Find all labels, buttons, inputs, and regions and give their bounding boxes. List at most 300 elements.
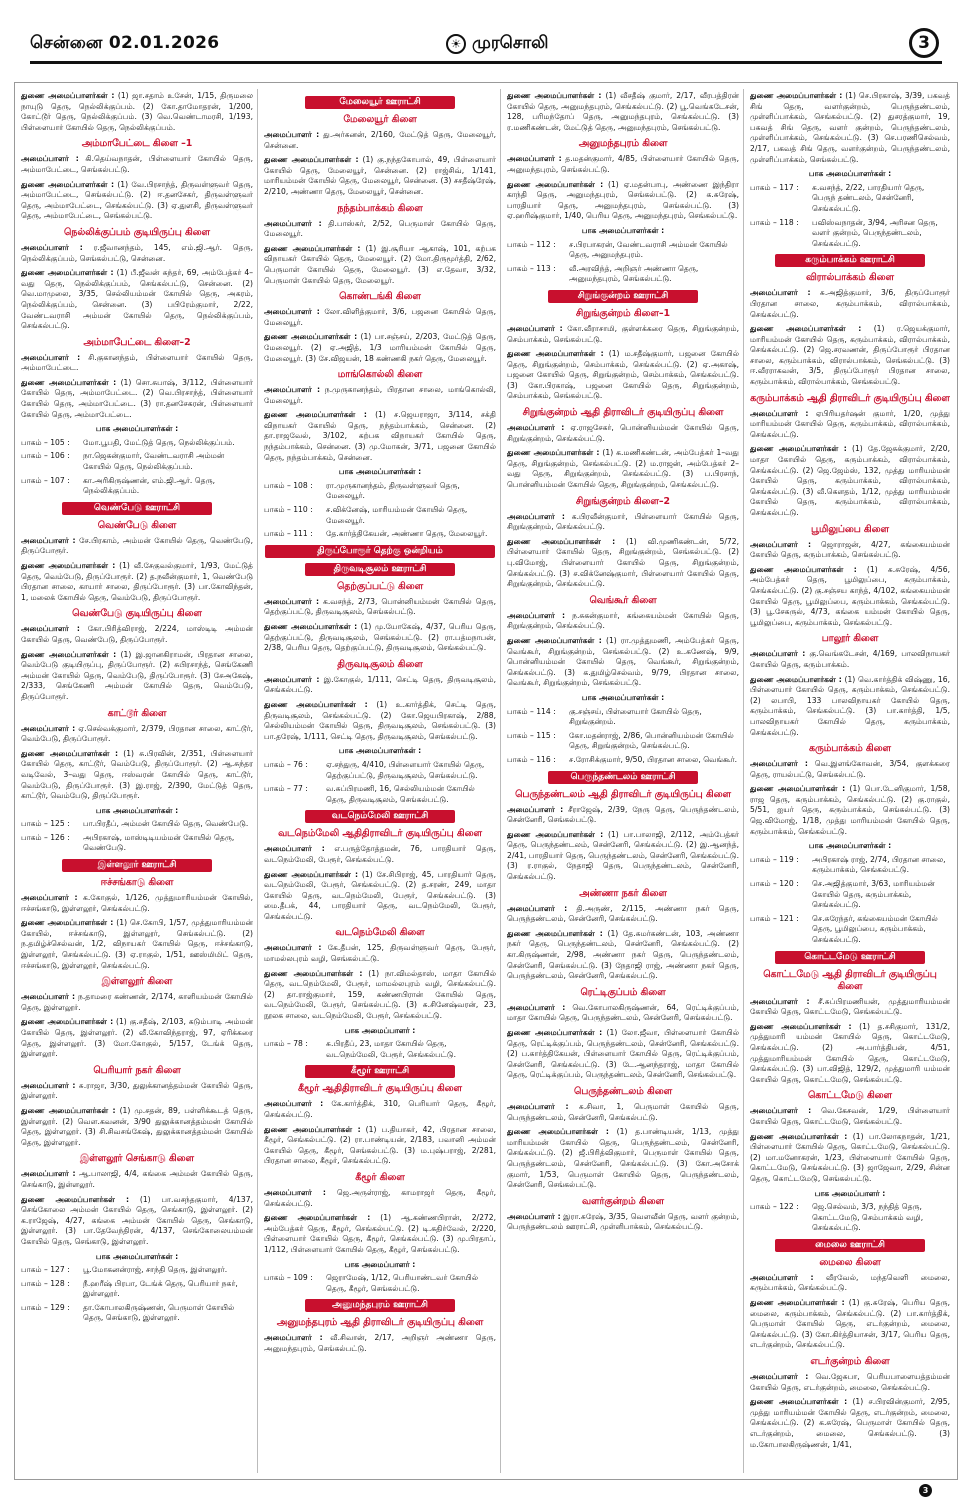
member-entry	[507, 324, 739, 345]
booth-number: பாகம் – 106 :	[21, 451, 70, 461]
booth-number: பாகம் – 121 :	[750, 913, 799, 923]
booth-heading: பாக அமைப்பாளர் :	[344, 1025, 416, 1035]
panchayat-banner: கரும்பாக்கம் ஊராட்சி	[775, 254, 925, 267]
booth-details: கோ.மதன்ராஜ், 2/86, பொன்னியம்மன் கோயில் தெரு, சிறுங்குன்றம், செங்கல்பட்டு.	[569, 730, 734, 751]
role-label: துணை அமைப்பாளர்கள் :	[507, 179, 604, 189]
booth-number: பாகம் – 127 :	[21, 1265, 70, 1275]
branch-title: வடநெம்மேலி கிளை	[335, 927, 425, 939]
booth-row	[507, 731, 739, 752]
member-entry	[507, 91, 739, 133]
role-label: துணை அமைப்பாளர்கள் :	[21, 268, 114, 278]
role-label: அமைப்பாளர் :	[21, 1080, 76, 1090]
booth-details: ஜெராமேஷ், 1/12, பெரியாண்டவர் கோயில் தெரு, கீழூர், செங்கல்பட்டு.	[326, 1273, 479, 1293]
role-label: துணை அமைப்பாளர்கள் :	[21, 91, 115, 100]
branch-title: வடநெம்மேலி ஆதிதிராவிடர் குடியிருப்பு கிளை	[278, 828, 482, 840]
role-label: அமைப்பாளர் :	[264, 844, 325, 854]
role-label: அமைப்பாளர் :	[750, 649, 806, 659]
role-label: அமைப்பாளர் :	[264, 1187, 326, 1197]
member-entry	[507, 448, 739, 490]
member-details: (1) ஆ.கண்ணபிரான், 2/272, அம்பேத்கர் தெரு, கீழூர், செங்கல்பட்டு. (2) டி.கதிர்வேல், 2/220, பிள்ளையார் கோயில் தெரு, கீழூர், செங்கல்பட்டு. (3) மு.பிரதாப், 1/112, பிள்ளையார் கோயில் தெரு, கீழூர், செங்கல்பட்டு.	[264, 1213, 496, 1254]
booth-number: பாகம் – 111 :	[264, 529, 313, 539]
panchayat-banner: மேலையூர் ஊராட்சி	[305, 96, 455, 109]
role-label: அமைப்பாளர் :	[21, 723, 76, 733]
role-label: துணை அமைப்பாளர்கள் :	[507, 1028, 603, 1037]
booth-row	[21, 1279, 253, 1300]
panchayat-banner: வெண்பேடு ஊராட்சி	[62, 502, 212, 515]
member-details: (1) மு.யோகேஷ், 4/37, பெரிய தெரு, தெற்குப்பட்டு, திருவடிசூலம், செங்கல்பட்டு. (2) ரா.பத்மநாபன், 2/38, பெரிய தெரு, தெற்குப்பட்டு, திருவடிசூலம், செங்கல்பட்டு.	[264, 622, 496, 653]
panchayat-banner: வடநெம்மேலி ஊராட்சி	[305, 810, 455, 823]
booth-details: அபிரகாஷ், மாஸ்டிடியம்மன் கோயில் தெரு, வெண்பேடு.	[83, 832, 235, 853]
member-entry	[21, 243, 253, 264]
column-3	[507, 91, 739, 1471]
member-details: வெ.கோபாலகிருஷ்ணன், 64, ரெட்டிக்குப்பம், மாதா கோயில் தெரு, பெருந்தண்டலம், சென்னேரி, செங்கல்பட்டு.	[507, 1002, 739, 1023]
member-entry	[264, 307, 496, 328]
member-entry	[507, 1003, 739, 1024]
booth-number: பாகம் – 120 :	[750, 879, 799, 889]
member-entry	[21, 353, 253, 374]
member-details: (1) த.சசிகுமார், 131/2, முத்துமாரி யம்மன் கோயில் தெரு, கொட்டமேடு, செங்கல்பட்டு. (2) அ.பார்த்திபன், 4/51, முத்துமாரியம்மன் கோயில் தெரு, கொட்டமேடு, செங்கல்பட்டு. (3) பா.விஜித், 129/2, முத்துமாரி யம்மன் கோயில் தெரு, கொட்டமேடு, செங்கல்பட்டு.	[750, 1021, 950, 1084]
member-details: து.அர்சுனன், 2/160, மேட்டுத் தெரு, மேலையூர், சென்னை.	[264, 130, 496, 150]
member-entry	[507, 636, 739, 689]
member-details: (1) பொ.டேனிகுமார், 1/58, ராஜ தெரு, கரும்பாக்கம், செங்கல்பட்டு. (2) கு.ராகுல், 5/51, ஐயர் தெரு, கரும்பாக்கம், செங்கல்பட்டு. (3) ஜெ.விமோஜ், 1/18, முத்து மாரியம்மன் கோயில் தெரு, கரும்பாக்கம், செங்கல்பட்டு.	[750, 784, 950, 836]
member-entry	[507, 830, 739, 883]
booth-row	[264, 1039, 496, 1060]
role-label: துணை அமைப்பாளர்கள் :	[507, 635, 602, 645]
member-entry	[507, 1102, 739, 1123]
member-entry	[21, 749, 253, 802]
member-entry	[21, 536, 253, 557]
member-entry	[21, 91, 253, 133]
booth-row	[507, 264, 739, 285]
member-details: கோ.பிரித்விராஜ், 2/224, மாஸ்டிடி அம்மன் கோயில் தெரு, வெண்பேடு, திருப்போரூர்.	[21, 624, 253, 644]
branch-title: வெங்கூர் கிளை	[589, 594, 657, 606]
member-entry	[750, 1397, 950, 1450]
branch-title: நெல்லிக்குப்பம் குடியிருப்பு கிளை	[64, 226, 210, 238]
role-label: அமைப்பாளர் :	[21, 992, 76, 1002]
booth-heading: பாக அமைப்பாளர்கள் :	[338, 746, 422, 756]
booth-row	[264, 784, 496, 805]
member-entry	[21, 724, 253, 745]
role-label: துணை அமைப்பாளர்கள் :	[750, 1131, 848, 1141]
member-entry	[750, 649, 950, 670]
booth-number: பாகம் – 105 :	[21, 437, 70, 447]
role-label: அமைப்பாளர் :	[507, 804, 564, 814]
member-entry	[750, 675, 950, 739]
member-details: ஆ.பாலாஜி, 4/4, கங்கை அம்மன் கோயில் தெரு, செங்காடு, இள்ளலூர்.	[21, 1169, 253, 1189]
member-details: (1) த.பாண்டியன், 1/13, முத்து மாரியம்மன் கோயில் தெரு, பெருந்தண்டலம், சென்னேரி, செங்கல்பட்டு. (2) ஜீ.பிரித்விகுமார், பெருமாள் கோயில் தெரு, பெருந்தண்டலம், சென்னேரி, செங்கல்பட்டு. (3) கோ.அசோக் குமார், 1/53, பெருமாள் கோயில் தெரு, பெருந்தண்டலம், சென்னேரி, செங்கல்பட்டு.	[507, 1127, 739, 1190]
member-details: ஏபிரியதர்ஷன் குமார், 1/20, முத்து மாரியம்மன் கோயில் தெரு, கரும்பாக்கம், விரால்பாக்கம், செங்கல்பட்டு.	[750, 408, 950, 439]
role-label: அமைப்பாளர் :	[264, 218, 322, 228]
booth-details: தே.கார்த்திகேயன், அண்ணா தெரு, மேலையூர்.	[326, 529, 488, 539]
sun-logo-icon: ☀	[446, 34, 466, 54]
panchayat-banner: மைலை ஊராட்சி	[775, 1239, 925, 1252]
member-details: கே.கார்த்திக், 310, பெரியார் தெரு, கீழூர், செங்கல்பட்டு.	[264, 1099, 496, 1119]
branch-title: அம்மாபேட்டை கிளை –1	[81, 138, 193, 150]
member-details: (1) சொ.சுபாஷ், 3/112, பிள்ளையார் கோயில் தெரு, அம்மாபேட்டை. (2) வெ.பிரசாந்த், பிள்ளையார் கோயில் தெரு, அம்மாபேட்டை. (3) ரா.தனசேகரன், பிள்ளையார் கோயில் தெரு, அம்மாபேட்டை.	[21, 377, 253, 419]
booth-details: வீ.அரவிந்த், அறிஞர் அண்ணா தெரு, அனுமந்தபுரம், செங்கல்பட்டு.	[569, 263, 699, 284]
role-label: துணை அமைப்பாளர்கள் :	[750, 784, 846, 794]
booth-number: பாகம் – 110 :	[264, 505, 313, 515]
member-entry	[264, 675, 496, 696]
member-details: (1) இ.ஜானகிராமன், பிரதான சாலை, வெம்பேடு குடியிருப்பு, திருப்போரூர். (2) சுபிரசாந்த், செங்கேணி அம்மன் கோயில் தெரு, வெம்பேடு, திருப்போரூர். (3) சேஅகேஷ், 2/333, செங்கேணி அம்மன் கோயில் தெரு, வெம்பேடு, திருப்போரூர்.	[21, 649, 253, 701]
member-details: கு.வெங்கடேசன், 4/169, பாலவிநாயகர் கோயில் தெரு, கரும்பாக்கம்.	[750, 649, 950, 669]
column-divider	[257, 89, 258, 1473]
branch-title: அண்ணா நகர் கிளை	[579, 887, 667, 899]
member-details: (1) ச.பிரவின்குமார், 2/95, முத்து மாரியம்மன் கோயில் தெரு, எடர்குன்றம், மைலை, செங்கல்பட்டு. (2) க.சுரேஷ், பெருமாள் கோயில் தெரு, எடர்குன்றம், மைலை, செங்கல்பட்டு. (3) ம.கோபாலகிருஷ்ணன், 1/41,	[750, 1397, 950, 1449]
branch-title: வளர்குன்றம் கிளை	[582, 1195, 664, 1207]
content-frame	[14, 82, 958, 1480]
branch-title: இள்ளலூர் செங்காடு கிளை	[80, 1153, 194, 1165]
role-label: துணை அமைப்பாளர்கள் :	[750, 91, 843, 100]
role-label: துணை அமைப்பாளர்கள் :	[750, 564, 857, 574]
booth-row	[750, 183, 950, 215]
member-details: ந.சுகன்குமார், கங்கையம்மன் கோயில் தெரு, சிறுங்குன்றம், செங்கல்பட்டு.	[507, 610, 739, 631]
booth-heading: பாக அமைப்பாளர் :	[814, 1188, 886, 1198]
role-label: துணை அமைப்பாளர்கள் :	[750, 1021, 852, 1031]
branch-title: சிறுங்குன்றம் கிளை–2	[575, 495, 671, 507]
member-details: ர.ஜீவானந்தம், 145, எம்.ஜி.ஆர். தெரு, நெல்லிக்குப்பம், செங்கல்பட்டு, சென்னை.	[21, 242, 253, 263]
member-details: (1) ரா.முத்துமணி, அம்பேத்கர் தெரு, வெங்கூர், சிறுங்குன்றம், செங்கல்பட்டு. (2) உ.கணேஷ், 9/9, பொன்னியம்மன் கோயில் தெரு, வெங்கூர், சிறுங்குன்றம், செங்கல்பட்டு. (3) க.துமிழ்செல்வம், 9/79, பிரதான சாலை, வெங்கூர், சிறுங்குன்றம், செங்கல்பட்டு.	[507, 635, 739, 688]
booth-row	[264, 529, 496, 540]
member-details: இ.கோகுல், 1/111, செட்டி தெரு, திருவடிசூலம், செங்கல்பட்டு.	[264, 674, 496, 695]
role-label: துணை அமைப்பாளர்கள் :	[507, 829, 604, 839]
role-label: அமைப்பாளர் :	[264, 385, 320, 395]
member-entry	[21, 624, 253, 645]
role-label: துணை அமைப்பாளர்கள் :	[750, 444, 847, 454]
booth-details: சு.பிரதீப், 23, மாதா கோயில் தெரு, வடநெம்மேலி, பேரூர், செங்கல்பட்டு.	[326, 1039, 457, 1059]
member-entry	[21, 561, 253, 603]
booth-details: தா.கோபாலகிருஷ்ணன், பெருமாள் கோயில் தெரு, செங்காடு, இள்ளலூர்.	[83, 1302, 235, 1323]
booth-row	[750, 914, 950, 946]
booth-details: மோ.பூபதி, மேட்டுத் தெரு, நெல்லிக்குப்பம்.	[83, 437, 235, 447]
branch-title: வெண்பேடு குடியிருப்பு கிளை	[72, 608, 202, 620]
booth-number: பாகம் – 125 :	[21, 819, 70, 829]
role-label: அமைப்பாளர் :	[507, 610, 566, 620]
panchayat-banner: கொட்டமேடு ஊராட்சி	[775, 951, 925, 964]
booth-details: செ.அஜித்குமார், 3/63, மாரியம்மன் கோயில் தெரு, கரும்பாக்கம், செங்கல்பட்டு.	[812, 879, 935, 910]
booth-row	[507, 240, 739, 261]
branch-title: பெருந்தண்டலம் கிளை	[573, 1085, 673, 1097]
branch-title: திருவடிசூலம் கிளை	[337, 658, 423, 670]
booth-heading: பாக அமைப்பாளர்கள் :	[581, 225, 665, 235]
member-details: (1) வீ.சேகுவல்குமார், 1/93, மேட்டுத் தெரு, வெம்பேடு, திருப்போரூர். (2) த.நவீன்குமார், 1, வெண்பேடு பிரதான சாலை, காயார் சாலை, திருப்போரூர். (3) பா.கோவிந்தன், 1, மலைக் கோயில் தெரு, வெம்பேடு, திருப்போரூர்.	[21, 561, 253, 602]
member-details: (1) கு.நந்தகோபால், 49, பிள்ளையார் கோயில் தெரு, மேலையூர், சென்னை. (2) ராஜ்சிவ், 1/141, மாரியம்மன் கோயில் தெரு, மேலையூர், சென்னை. (3) சசதீஷ்ரேஷ், 2/210, அண்ணா தெரு, மேலையூர், சென்னை.	[264, 155, 496, 196]
member-details: ஏ.செல்வக்குமார், 2/379, பிரதான சாலை, காட்டூர், வெம்பேடு, திருப்போரூர்.	[21, 723, 253, 744]
role-label: துணை அமைப்பாளர்கள் :	[264, 332, 358, 342]
member-entry	[21, 268, 253, 332]
member-details: எ.பருத்தோத்தமன், 76, பாரதியார் தெரு, வடநெம்மேலி, பேரூர், செங்கல்பட்டு.	[264, 844, 496, 864]
booth-heading: பாக அமைப்பாளர்கள் :	[95, 424, 179, 434]
member-details: சு.ராஜா, 3/30, துலுக்கானத்தம்மன் கோயில் தெரு, இள்ளலூர்.	[21, 1080, 253, 1101]
member-entry	[507, 805, 739, 826]
column-4	[750, 91, 950, 1471]
booth-number: பாகம் – 122 :	[750, 1202, 799, 1212]
panchayat-banner: அனுமந்தபுரம் ஊராட்சி	[305, 1299, 455, 1312]
role-label: அமைப்பாளர் :	[264, 943, 322, 953]
role-label: அமைப்பாளர் :	[264, 307, 320, 317]
booth-row	[21, 1303, 253, 1324]
branch-title: விரால்பாக்கம் கிளை	[806, 272, 894, 284]
booth-row	[264, 481, 496, 502]
member-details: சீ.சுப்பிரமணியன், முத்துமாரியம்மன் கோயில் தெரு, கொட்டமேடு, செங்கல்பட்டு.	[750, 996, 950, 1017]
role-label: துணை அமைப்பாளர்கள் :	[264, 155, 359, 165]
role-label: துணை அமைப்பாளர்கள் :	[264, 1213, 371, 1223]
member-details: (1) செ.பிரகாஷ், 3/39, பகவத் சிங் தெரு, வளர்குன்றம், பெருந்தண்டலம், முள்ளிப்பாக்கம், செங்கல்பட்டு. (2) துசரத்குமார், 19, பகவத் சிங் தெரு, வளர் குன்றம், பெருந்தண்டலம், முள்ளிப்பாக்கம், செங்கல்பட்டு. (3) செ.பரணிசெல்வம், 2/17, பகவத் சிங் தெரு, வளர்குன்றம், பெருந்தண்டலம், முள்ளிப்பாக்கம், செங்கல்பட்டு.	[750, 91, 950, 164]
member-entry	[21, 1106, 253, 1148]
role-label: துணை அமைப்பாளர்கள் :	[21, 1105, 116, 1115]
member-entry	[264, 844, 496, 865]
member-entry	[264, 969, 496, 1022]
member-entry	[21, 918, 253, 971]
role-label: அமைப்பாளர் :	[507, 323, 563, 333]
member-entry	[507, 349, 739, 402]
role-label: துணை அமைப்பாளர்கள் :	[21, 748, 118, 758]
role-label: துணை அமைப்பாளர்கள் :	[264, 699, 368, 709]
booth-number: பாகம் – 78 :	[264, 1039, 308, 1049]
booth-row	[21, 1265, 253, 1276]
member-details: (1) ப.தியாகர், 42, பிரதான சாலை, கீழூர், செங்கல்பட்டு. (2) ரா.பாண்டியன், 2/183, பவானி அம்மன் கோயில் தெரு, கீழூர், செங்கல்பட்டு. (3) ம.புஷ்பராஜ், 2/281, பிரதான சாலை, கீழூர், செங்கல்பட்டு.	[264, 1124, 496, 1166]
member-details: (1) ஏ.மதன்பாபு, அண்ணை இந்திரா காந்தி தெரு, அனுமந்தபுரம், செங்கல்பட்டு. (2) க.சுரேஷ், பாரதியார் தெரு, அனுமந்தபுரம், செங்கல்பட்டு. (3) ஏ.ஹரிஷ்குமார், 1/40, பெரிய தெரு, அனுமந்தபுரம், செங்கல்பட்டு.	[507, 179, 739, 221]
member-details: (1) பா.வசந்தகுமார், 4/137, செங்கோலை அம்மன் கோயில் தெரு, செங்காடு, இள்ளலூர். (2) க.ராஜேஷ், 4/27, கங்கை அம்மன் கோயில் தெரு, செங்காடு, இள்ளலூர். (3) பா.தேவேந்திரன், 4/137, செங்கோலையம்மன் கோயில் தெரு, செங்காடு, இள்ளலூர்.	[21, 1194, 253, 1246]
role-label: அமைப்பாளர் :	[750, 996, 810, 1006]
role-label: அமைப்பாளர் :	[264, 674, 320, 684]
member-entry	[264, 1188, 496, 1209]
member-details: ஜொராஜன், 4/27, கங்கையம்மன் கோயில் தெரு, கரும்பாக்கம், செங்கல்பட்டு.	[750, 539, 950, 560]
member-details: கோ.வீராசாமி, குள்ளக்கரை தெரு, சிறுங்குன்றம், செம்பாக்கம், செங்கல்பட்டு.	[507, 323, 739, 344]
page-number-badge: 3	[909, 28, 939, 58]
role-label: துணை அமைப்பாளர்கள் :	[507, 448, 600, 458]
role-label: அமைப்பாளர் :	[21, 535, 76, 545]
member-entry	[750, 759, 950, 780]
role-label: அமைப்பாளர் :	[264, 1333, 323, 1343]
member-entry	[750, 1298, 950, 1351]
role-label: துணை அமைப்பாளர்கள் :	[264, 243, 361, 253]
member-details: வெ.கேசவன், 1/29, பிள்ளையார் கோயில் தெரு, கொட்டமேடு, செங்கல்பட்டு.	[750, 1106, 950, 1126]
booth-row	[750, 855, 950, 876]
member-details: தி.அருண், 2/115, அண்ணா நகர் தெரு, பெருந்தண்டலம், சென்னேரி, செங்கல்பட்டு.	[507, 903, 739, 924]
member-entry	[264, 332, 496, 364]
booth-details: ரா.முருகானந்தம், திருவள்ளுவர் தெரு, மேலையூர்.	[326, 480, 460, 501]
member-entry	[750, 324, 950, 388]
role-label: அமைப்பாளர் :	[750, 759, 808, 769]
member-details: (1) பா.லோகநாதன், 1/21, பிள்ளையார் கோயில் தெரு, கொட்டமேடு, செங்கல்பட்டு. (2) மா.மனோகரன், 1/23, பிள்ளையார் கோயில் தெரு, கொட்டமேடு, செங்கல்பட்டு. (3) ஜாஜேவா, 2/29, சின்ன தெரு, கொட்டமேடு, செங்கல்பட்டு.	[750, 1131, 950, 1183]
member-details: லோ.விளித்குமார், 3/6, பஜனை கோயில் தெரு, மேலையூர்.	[264, 307, 496, 327]
panchayat-banner: பெருந்தண்டலம் ஊராட்சி	[548, 771, 698, 784]
role-label: துணை அமைப்பாளர்கள் :	[21, 1017, 114, 1027]
member-details: ந.முருகானந்தம், பிரதான சாலை, மாங்கொல்லி, மேலையூர்.	[264, 385, 496, 405]
member-details: (1) ர.ஜெயக்குமார், மாரியம்மன் கோயில் தெரு, கரும்பாக்கம், விரால்பாக்கம், செங்கல்பட்டு. (2) ஜெ.சரவணன், திருப்போரூர் பிரதான சாலை, கரும்பாக்கம், விரால்பாக்கம், செங்கல்பட்டு. (3) ஈ.வீரராகவன், 3/5, திருப்போரூர் பிரதான சாலை, கரும்பாக்கம், விரால்பாக்கம், செங்கல்பட்டு.	[750, 324, 950, 387]
booth-row	[750, 879, 950, 911]
member-details: (1) மு.சதன், 89, பள்ளிக்கூடத் தெரு, இள்ளலூர். (2) வெள.கவனன், 3/90 துலுக்கானத்தம்மன் கோயில் தெரு, இள்ளலூர். (3) சி.சிவசங்கேஷ், துலுக்கானத்தம்மன் கோயில் தெரு, இள்ளலூர்.	[21, 1105, 253, 1147]
branch-title: சிறுங்குன்றம் கிளை–1	[575, 307, 671, 319]
member-details: (1) நா.விமல்தாஸ், மாதா கோயில் தெரு, வடநெம்மேலி, பேரூர், மாமல்லபுரம் வழி, செங்கல்பட்டு. (2) தா.ராஜ்குமார், 159, கண்ணபிரான் கோயில் தெரு, வடநெம்மேலி, பேரூர், செங்கல்பட்டு. (3) சு.சினேஷ்வரன், 23, நூலக சாலை, வடநெம்மேலி, பேரூர், செங்கல்பட்டு.	[264, 968, 496, 1021]
member-entry	[264, 219, 496, 240]
member-entry	[750, 1106, 950, 1127]
member-entry	[507, 154, 739, 175]
role-label: அமைப்பாளர் :	[750, 288, 811, 298]
booth-number: பாகம் – 107 :	[21, 475, 70, 485]
member-entry	[750, 91, 950, 165]
role-label: துணை அமைப்பாளர்கள் :	[264, 1124, 361, 1134]
role-label: அமைப்பாளர் :	[21, 352, 81, 362]
branch-title: அம்மாபேட்டை கிளை–2	[83, 336, 191, 348]
role-label: அமைப்பாளர் :	[507, 423, 565, 433]
booth-row	[264, 1273, 496, 1294]
role-label: அமைப்பாளர் :	[507, 1101, 569, 1111]
role-label: அமைப்பாளர் :	[750, 1372, 809, 1382]
role-label: துணை அமைப்பாளர்கள் :	[264, 410, 367, 420]
member-details: கே.தீபன், 125, திருவள்ளுவர் தெரு, பேரூர், மாமல்லபுரம் வழி, செங்கல்பட்டு.	[264, 943, 496, 964]
member-entry	[21, 378, 253, 420]
member-entry	[264, 1125, 496, 1167]
member-entry	[264, 1333, 496, 1354]
branch-title: காட்டூர் கிளை	[107, 707, 167, 719]
role-label: துணை அமைப்பாளர்கள் :	[750, 324, 862, 334]
role-label: அமைப்பாளர் :	[264, 130, 320, 139]
booth-row	[21, 438, 253, 449]
booth-row	[507, 707, 739, 728]
branch-title: ஈச்சங்காடு கிளை	[100, 877, 174, 889]
role-label: துணை அமைப்பாளர்கள் :	[750, 1298, 845, 1308]
member-entry	[750, 784, 950, 837]
role-label: அமைப்பாளர் :	[507, 1002, 566, 1012]
role-label: துணை அமைப்பாளர்கள் :	[21, 179, 115, 189]
member-entry	[507, 423, 739, 444]
role-label: அமைப்பாளர் :	[750, 408, 809, 418]
member-entry	[750, 997, 950, 1018]
member-entry	[264, 1099, 496, 1120]
branch-title: மேலையூர் கிளை	[343, 114, 417, 125]
member-entry	[21, 893, 253, 914]
role-label: அமைப்பாளர் :	[21, 242, 83, 252]
member-details: (1) தே.ஜேசுக்குமார், 2/20, மாதா கோயில் தெரு, கரும்பாக்கம், விரால்பாக்கம், செங்கல்பட்டு. (2) ஜெ.ஜேம்ஸ், 132, முத்து மாரியம்மன் கோயில் தெரு, கரும்பாக்கம், விரால்பாக்கம், செங்கல்பட்டு. (3) வீ.கௌதம், 1/12, முத்து மாரியம்மன் கோயில் தெரு, கரும்பாக்கம், விரால்பாக்கம், செங்கல்பட்டு.	[750, 444, 950, 517]
booth-details: ஜெ.செல்வம், 3/3, நந்தித் தெரு, கொட்டமேடு, செம்பாக்கம் வழி, செங்கல்பட்டு.	[812, 1202, 924, 1233]
member-entry	[264, 385, 496, 406]
panchayat-banner: திருவடிசூலம் ஊராட்சி	[305, 563, 455, 576]
branch-title: ரெட்டிகுப்பம் கிளை	[580, 986, 666, 998]
branch-title: தெற்குப்பட்டு கிளை	[336, 580, 424, 592]
member-details: வெ.இளங்கோவன், 3/54, குளக்கரை தெரு, ராயல்பட்டு, செங்கல்பட்டு.	[750, 759, 950, 779]
branch-title: பெரியார் நகர் கிளை	[93, 1064, 181, 1076]
member-entry	[264, 244, 496, 286]
branch-title: அனுமந்தபுரம் ஆதி திராவிடர் குடியிருப்பு கிளை	[276, 1317, 484, 1329]
member-details: (1) பா.பாலாஜி, 2/112, அம்பேத்கர் தெரு, பெருந்தண்டலம், சென்னேரி, செங்கல்பட்டு. (2) இ.ஆனந்த், 2/41, பாரதியார் தெரு, பெருந்தண்டலம், சென்னேரி, செங்கல்பட்டு. (3) ர.ராகுல், நேதாஜி தெரு, பெருந்தண்டலம், சென்னேரி, செங்கல்பட்டு.	[507, 829, 739, 882]
role-label: அமைப்பாளர் :	[750, 1272, 814, 1282]
member-details: ந.தாமரை கண்ணன், 2/174, காளியம்மன் கோயில் தெரு, இள்ளலூர்.	[21, 992, 253, 1012]
role-label: துணை அமைப்பாளர்கள் :	[507, 91, 602, 100]
member-details: (1) வி.முணிகண்டன், 5/72, பிள்ளையார் கோயில் தெரு, சிறுங்குன்றம், செங்கல்பட்டு. (2) பு.விமோஜ், பிள்ளையார் கோயில் தெரு, சிறுங்குன்றம், செங்கல்பட்டு. (3) ச.விக்னேஷ்குமார், பிள்ளையார் கோயில் தெரு, சிறுங்குன்றம், செங்கல்பட்டு.	[507, 536, 739, 589]
role-label: துணை அமைப்பாளர்கள் :	[21, 561, 116, 570]
member-entry	[507, 904, 739, 925]
member-details: ஜெ.அருள்ராஜ், காமராஜர் தெரு, கீழூர், செங்கல்பட்டு.	[264, 1187, 496, 1208]
member-entry	[750, 444, 950, 518]
member-entry	[264, 870, 496, 923]
branch-title: கொட்டமேடு கிளை	[808, 1090, 892, 1102]
role-label: துணை அமைப்பாளர்கள் :	[507, 1127, 609, 1137]
booth-number: பாகம் – 129 :	[21, 1302, 70, 1312]
masthead-rule	[30, 61, 942, 64]
member-entry	[507, 1127, 739, 1191]
member-details: சு.சிவா, 1, பெருமாள் கோயில் தெரு, பெருந்தண்டலம், சென்னேரி, செங்கல்பட்டு.	[507, 1101, 739, 1122]
booth-heading: பாக அமைப்பாளர்கள் :	[95, 1251, 179, 1261]
member-entry	[264, 700, 496, 742]
booth-details: நீ.ஹரீஷ் பிரபா, டேங்க் தெரு, பெரியார் நகர், இள்ளலூர்.	[83, 1278, 238, 1299]
role-label: அமைப்பாளர் :	[507, 903, 568, 913]
member-details: வீரவேல், மந்தவெளி மைலை, கரும்பாக்கம், செங்கல்பட்டு.	[750, 1272, 950, 1293]
booth-row	[21, 819, 253, 830]
member-details: (1) பா.சஞ்சய், 2/203, மேட்டுத் தெரு, மேலையூர். (2) ஏ.அஜித், 1/3 மாரியம்மன் கோயில் தெரு, மேலையூர். (3) சே.விஜயன், 18 கண்ணகி நகர் தெரு, மேலையூர்.	[264, 332, 496, 363]
member-details: சீராஜேஷ், 2/39, நேரு தெரு, பெருந்தண்டலம், சென்னேரி, செங்கல்பட்டு.	[507, 804, 739, 825]
booth-number: பாகம் – 76 :	[264, 759, 308, 769]
member-details: (1) க.மணிகண்டன், அம்பேத்கர் 1–வது தெரு, சிறுங்குன்றம், செங்கல்பட்டு. (2) ம.ராஜன், அம்பேத்கர் 2–வது தெரு, சிறுங்குன்றம், செங்கல்பட்டு. (3) ப.பிரசாந், பொன்னியம்மன் கோயில் தெரு, சிறுங்குன்றம், செங்கல்பட்டு.	[507, 448, 739, 490]
branch-title: சிறுங்குன்றம் ஆதி திராவிடர் குடியிருப்பு கிளை	[522, 407, 724, 419]
branch-title: கீழூர் கிளை	[355, 1171, 405, 1183]
member-entry	[750, 565, 950, 629]
branch-title: மைலை கிளை	[819, 1256, 881, 1268]
member-details: த.மதன்குமார், 4/85, பிள்ளையார் கோயில் தெரு, அனுமந்தபுரம், செங்கல்பட்டு.	[507, 154, 739, 174]
member-details: (1) பீ.ஜீவன் சுந்தர், 69, அம்பேத்கர் 4–வது தெரு, நெல்லிக்குப்பம், செங்கல்பட்டு, சென்னை. (2) வெ.மாமுலை, 3/35, செல்லியம்மன் கோயில் தெரு, அகரம், நெல்லிக்குப்பம், சென்னை. (3) பபிரேம்குமார், 2/22, வேண்டவராசி அம்மன் கோயில் தெரு, நெல்லிக்குப்பம், செங்கல்பட்டு.	[21, 268, 253, 331]
branch-title: அனுமந்தபுரம் கிளை	[578, 138, 668, 150]
booth-heading: பாக அமைப்பாளர்கள் :	[808, 169, 892, 179]
booth-number: பாகம் – 77 :	[264, 784, 308, 794]
booth-details: கா.அரிகிருஷ்ணன், எம்.ஜி.ஆர். தெரு, நெல்லிக்குப்பம்.	[83, 475, 216, 496]
booth-row	[21, 476, 253, 497]
booth-row	[264, 760, 496, 781]
member-details: (1) இ.சூரியா ஆகாஷ், 101, கற்பக விநாயகர் கோயில் தெரு, மேலையூர். (2) மோ.திருமூர்த்தி, 2/62, பெருமாள் கோயில் தெரு, மேலையூர். (3) எ.தேவா, 3/32, பெருமாள் கோயில் தெரு, மேலையூர்.	[264, 243, 496, 285]
booth-number: பாகம் – 116 :	[507, 754, 556, 764]
booth-number: பாகம் – 109 :	[264, 1273, 313, 1283]
member-details: (1) உ.கார்த்திக், செட்டி தெரு, திருவடிசூலம், செங்கல்பட்டு. (2) கோ.ஜெயபிரகாஷ், 2/88, செல்லியம்மன் கோயில் தெரு, திருவடிசூலம், செங்கல்பட்டு. (3) பா.தரேஷ், 1/111, செட்டி தெரு, திருவடிசூலம், செங்கல்பட்டு.	[264, 699, 496, 741]
member-entry	[264, 597, 496, 618]
member-entry	[21, 180, 253, 222]
member-details: (1) செ.கோபி, 1/57, முத்துமாரியம்மன் கோயில், ஈச்சங்காடு, இள்ளலூர், செங்கல்பட்டு. (2) ந.தமிழ்ச்செல்வன், 1/2, விநாயகர் கோயில் தெரு, ஈச்சங்காடு, இள்ளலூர், செங்கல்பட்டு. (3) ஏ.ராகுல், 1/51, ஊஸ்மிமிட் தெரு, ஈச்சங்காடு, இள்ளலூர், செங்கல்பட்டு.	[21, 918, 253, 970]
booth-row	[21, 451, 253, 472]
role-label: அமைப்பாளர் :	[264, 596, 320, 606]
booth-heading: பாக அமைப்பாளர்கள் :	[95, 805, 179, 815]
booth-details: வ.சுப்பிரமணி, 16, செல்லியம்மன் கோயில் தெரு, திருவடிசூலம், செங்கல்பட்டு.	[326, 784, 475, 804]
role-label: துணை அமைப்பாளர்கள் :	[264, 869, 359, 879]
member-entry	[507, 611, 739, 632]
column-divider	[743, 89, 744, 1473]
member-entry	[750, 1273, 950, 1294]
booth-number: பாகம் – 112 :	[507, 239, 556, 249]
branch-title: கொண்டங்கி கிளை	[339, 291, 421, 303]
role-label: துணை அமைப்பாளர்கள் :	[21, 377, 117, 387]
member-entry	[507, 1212, 739, 1233]
branch-title: கரும்பாக்கம் ஆதி திராவிடர் குடியிருப்பு கிளை	[750, 392, 950, 404]
booth-number: பாகம் – 128 :	[21, 1278, 70, 1288]
member-entry	[21, 154, 253, 175]
booth-row	[507, 755, 739, 766]
member-entry	[264, 155, 496, 197]
booth-details: ச.விக்னேஷ், மாரியம்மன் கோயில் தெரு, மேலையூர்.	[326, 505, 468, 525]
member-details: தி.பாஸ்கர், 2/52, பெருமாள் கோயில் தெரு, மேலையூர்.	[264, 218, 496, 239]
role-label: துணை அமைப்பாளர்கள் :	[507, 928, 603, 938]
booth-details: ஏ.சந்துரு, 4/410, பிள்ளையார் கோயில் தெரு, தெற்குப்பட்டு, திருவடிசூலம், செங்கல்பட்டு.	[326, 759, 485, 780]
member-details: சே.பிரகாம், அம்மன் கோயில் தெரு, வெண்பேடு, திருப்போரூர்.	[21, 535, 253, 556]
role-label: அமைப்பாளர் :	[21, 893, 78, 903]
role-label: அமைப்பாளர் :	[507, 511, 565, 521]
member-entry	[21, 1017, 253, 1059]
booth-heading: பாக அமைப்பாளர்கள் :	[581, 692, 665, 702]
member-entry	[21, 1081, 253, 1102]
member-entry	[507, 180, 739, 222]
member-details: வெ.ஜேசுபா, பெரியபாளையத்தம்மன் கோயில் தெரு, எடர்குன்றம், மைலை, செங்கல்பட்டு.	[750, 1372, 950, 1392]
member-entry	[264, 622, 496, 654]
column-divider	[500, 89, 501, 1473]
member-entry	[264, 943, 496, 964]
role-label: துணை அமைப்பாளர்கள் :	[264, 968, 363, 978]
